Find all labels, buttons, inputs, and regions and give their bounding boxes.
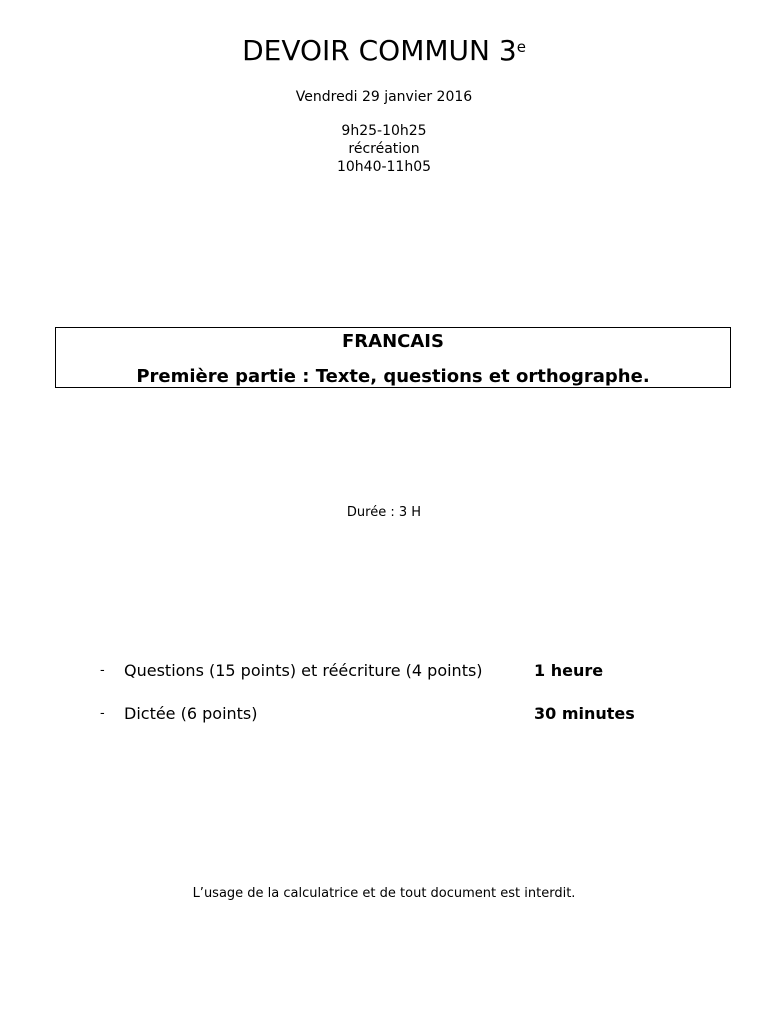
schedule-break: récréation [348, 141, 420, 157]
task-row [0, 660, 768, 682]
task-row [0, 703, 768, 725]
page-title [0, 33, 768, 69]
exam-schedule [0, 122, 768, 176]
page-title-text: DEVOIR COMMUN 3 [242, 34, 517, 67]
list-bullet: - [100, 706, 105, 721]
subject-box [55, 327, 731, 388]
exam-duration: Durée : 3 H [346, 505, 422, 520]
subject-part: Première partie : Texte, questions et orthographe. [136, 366, 650, 387]
task-label: Questions (15 points) et réécriture (4 points) [124, 661, 483, 680]
task-label: Dictée (6 points) [124, 704, 258, 723]
list-bullet: - [100, 663, 105, 678]
subject-title: FRANCAIS [342, 331, 444, 352]
schedule-slot-1: 9h25-10h25 [341, 123, 427, 139]
schedule-slot-2: 10h40-11h05 [336, 159, 432, 175]
exam-date: Vendredi 29 janvier 2016 [295, 89, 473, 105]
task-time: 1 heure [534, 661, 604, 680]
task-time: 30 minutes [534, 704, 635, 723]
footer-note: L’usage de la calculatrice et de tout document est interdit. [192, 886, 576, 901]
page-title-superscript: e [516, 38, 526, 56]
